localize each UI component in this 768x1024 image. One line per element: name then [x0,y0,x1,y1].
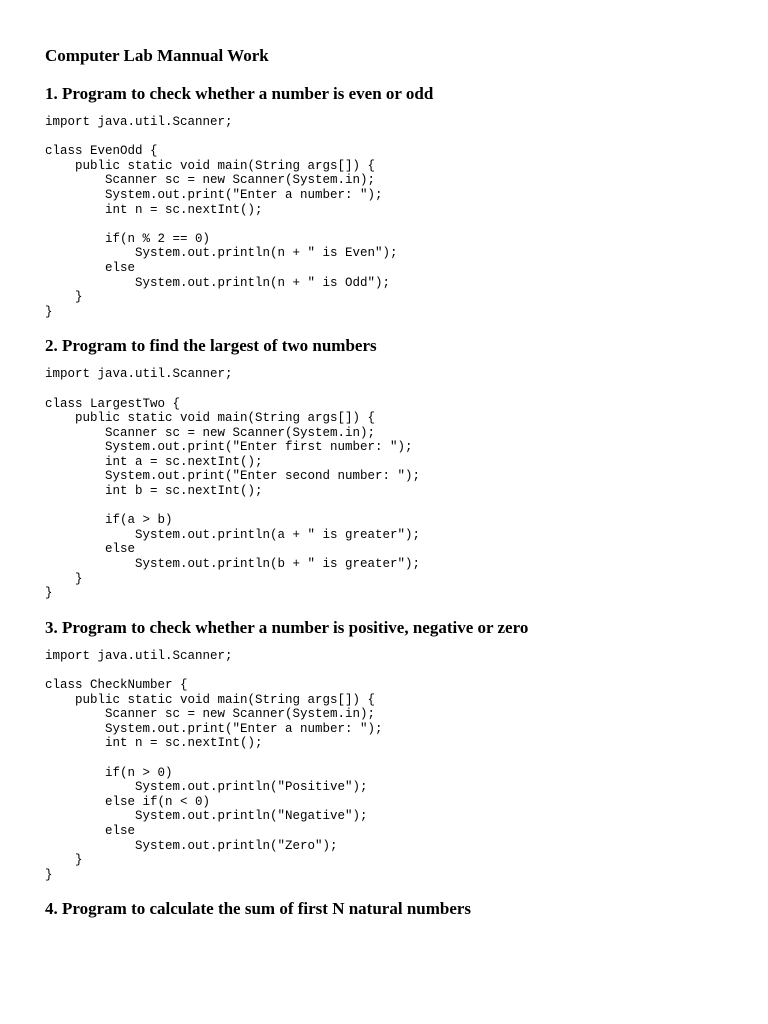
section-1-code-block: import java.util.Scanner; class EvenOdd { public static void main(String args[]) { Scanner sc = new Scanner(System.in); System.out.print("Enter a number: "); int n = sc.nextInt(); if(n % 2 == 0) System.out.println(n + " is Even"); else System.out.println(n + " is Odd"); } } [45,115,398,319]
section-2-code-block: import java.util.Scanner; class LargestTwo { public static void main(String args[]) { Scanner sc = new Scanner(System.in); System.out.print("Enter first number: "); int a = sc.nextInt(); System.out.print("Enter second number: "); int b = sc.nextInt(); if(a > b) System.out.println(a + " is greater"); else System.out.println(b + " is greater"); } } [45,367,421,601]
document-page [45,46,745,930]
section-1-heading: 1. Program to check whether a number is even or odd [45,84,434,103]
section-3-heading: 3. Program to check whether a number is positive, negative or zero [45,617,529,637]
section-3-code-block: import java.util.Scanner; class CheckNumber { public static void main(String args[]) { Scanner sc = new Scanner(System.in); System.out.print("Enter a number: "); int n = sc.nextInt(); if(n > 0) System.out.println("Positive"); else if(n < 0) System.out.println("Negative"); else System.out.println("Zero"); } } [45,648,383,882]
section-2-heading: 2. Program to find the largest of two numbers [45,336,377,356]
document-title: Computer Lab Mannual Work [45,46,269,65]
section-4-heading: 4. Program to calculate the sum of first N natural numbers [45,899,472,919]
